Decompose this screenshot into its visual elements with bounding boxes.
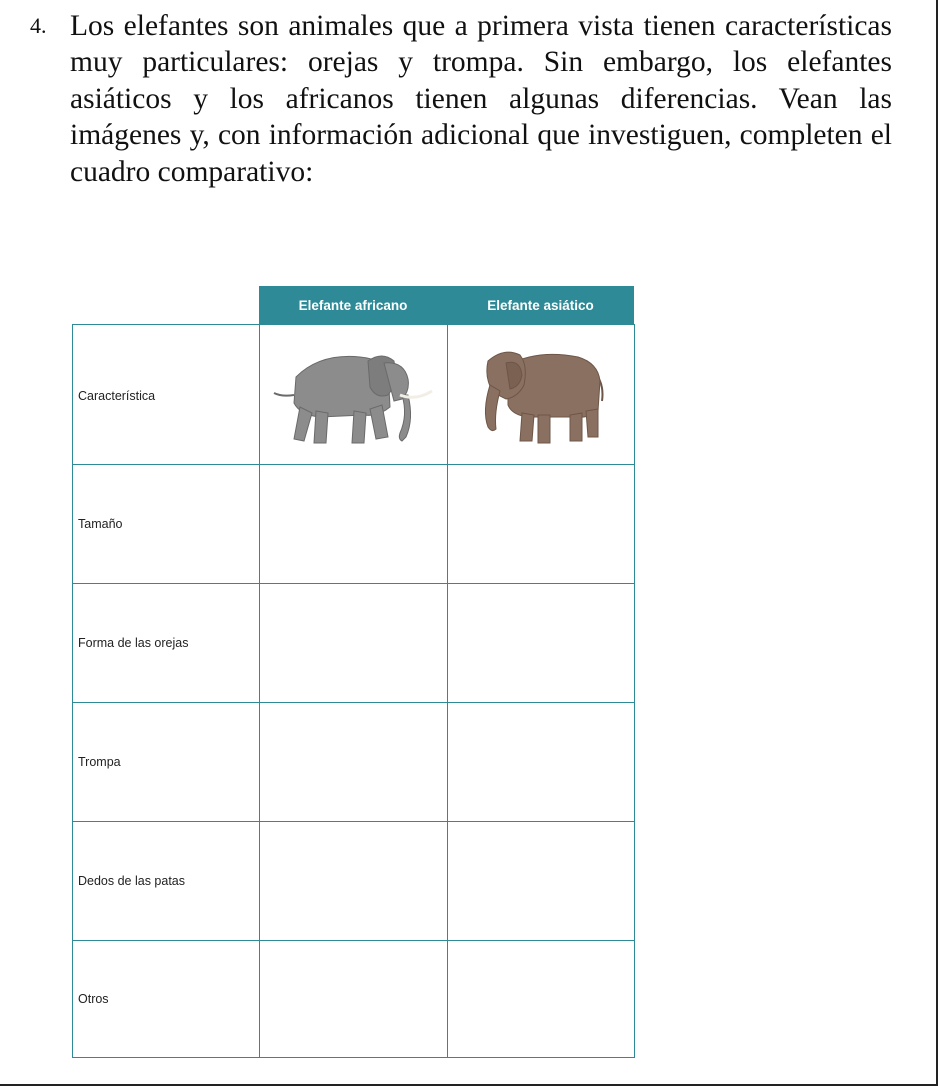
row-label-dedos-patas: Dedos de las patas (72, 822, 259, 940)
table-row (72, 822, 635, 941)
row-label-tamano: Tamaño (72, 465, 259, 583)
comparison-table (72, 324, 635, 1058)
row-label-trompa: Trompa (72, 703, 259, 821)
table-row (72, 465, 635, 584)
header-african-elephant: Elefante africano (298, 298, 408, 313)
row-label-forma-orejas: Forma de las orejas (72, 584, 259, 702)
answer-cell-asian[interactable] (447, 822, 635, 940)
answer-cell-asian[interactable] (447, 703, 635, 821)
question-number: 4. (30, 13, 47, 38)
asian-elephant-image (448, 325, 636, 466)
answer-cell-asian[interactable] (447, 465, 635, 583)
asian-elephant-image-cell (447, 325, 635, 464)
row-label-caracteristica: Característica (72, 325, 259, 464)
row-label-otros: Otros (72, 941, 259, 1057)
answer-cell-asian[interactable] (447, 941, 635, 1057)
answer-cell-african[interactable] (259, 584, 447, 702)
table-header (259, 286, 634, 325)
answer-cell-african[interactable] (259, 941, 447, 1057)
answer-cell-african[interactable] (259, 703, 447, 821)
table-row (72, 324, 635, 465)
answer-cell-african[interactable] (259, 465, 447, 583)
question-text: Los elefantes son animales que a primera vista tienen características muy particulares: orejas y trompa. Sin embargo, los elefantes asiáticos y los africanos tienen algunas diferencias. Vean las imágenes y, con información adicional que investiguen, completen el cuadro comparativo: (70, 10, 892, 188)
table-row (72, 703, 635, 822)
african-elephant-image (260, 325, 448, 466)
question-block (30, 8, 892, 190)
table-row (72, 584, 635, 703)
answer-cell-asian[interactable] (447, 584, 635, 702)
table-row (72, 941, 635, 1058)
answer-cell-african[interactable] (259, 822, 447, 940)
header-asian-elephant: Elefante asiático (487, 298, 594, 313)
african-elephant-image-cell (259, 325, 447, 464)
